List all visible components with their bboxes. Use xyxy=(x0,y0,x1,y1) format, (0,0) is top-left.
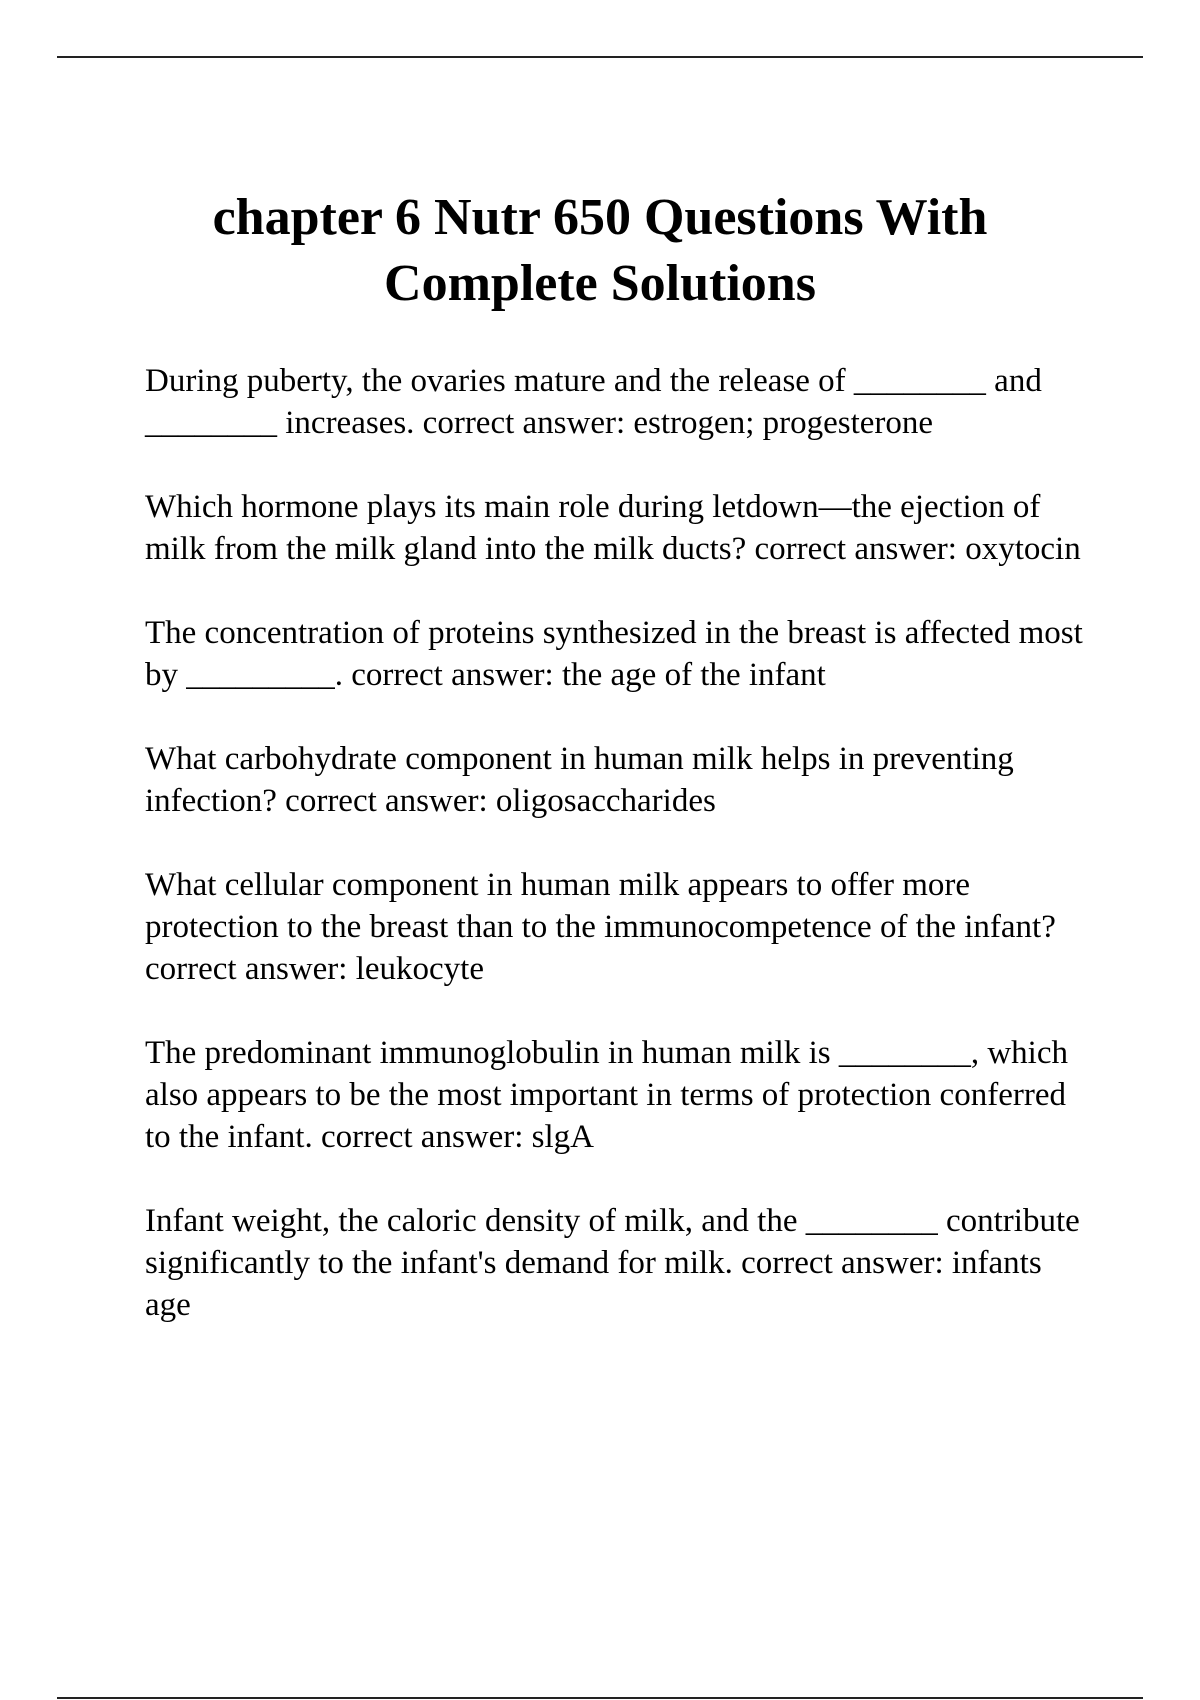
qa-item: The concentration of proteins synthesized in the breast is affected most by _________. correct answer: the age of the infant xyxy=(145,615,1083,693)
bottom-divider xyxy=(57,1697,1143,1699)
qa-list xyxy=(145,360,1095,1368)
qa-item: During puberty, the ovaries mature and the release of ________ and ________ increases. correct answer: estrogen; progesterone xyxy=(145,363,1042,441)
qa-item: Infant weight, the caloric density of milk, and the ________ contribute significantly to the infant's demand for milk. correct answer: infants age xyxy=(145,1203,1080,1323)
qa-item: What cellular component in human milk appears to offer more protection to the breast than to the immunocompetence of the infant? correct answer: leukocyte xyxy=(145,867,1056,987)
page-title: chapter 6 Nutr 650 Questions With Complete Solutions xyxy=(212,189,988,312)
qa-item: What carbohydrate component in human milk helps in preventing infection? correct answer: oligosaccharides xyxy=(145,741,1014,819)
top-divider xyxy=(57,56,1143,58)
qa-item: Which hormone plays its main role during letdown—the ejection of milk from the milk gland into the milk ducts? correct answer: oxytocin xyxy=(145,489,1081,567)
qa-item: The predominant immunoglobulin in human milk is ________, which also appears to be the most important in terms of protection conferred to the infant. correct answer: slgA xyxy=(145,1035,1069,1155)
